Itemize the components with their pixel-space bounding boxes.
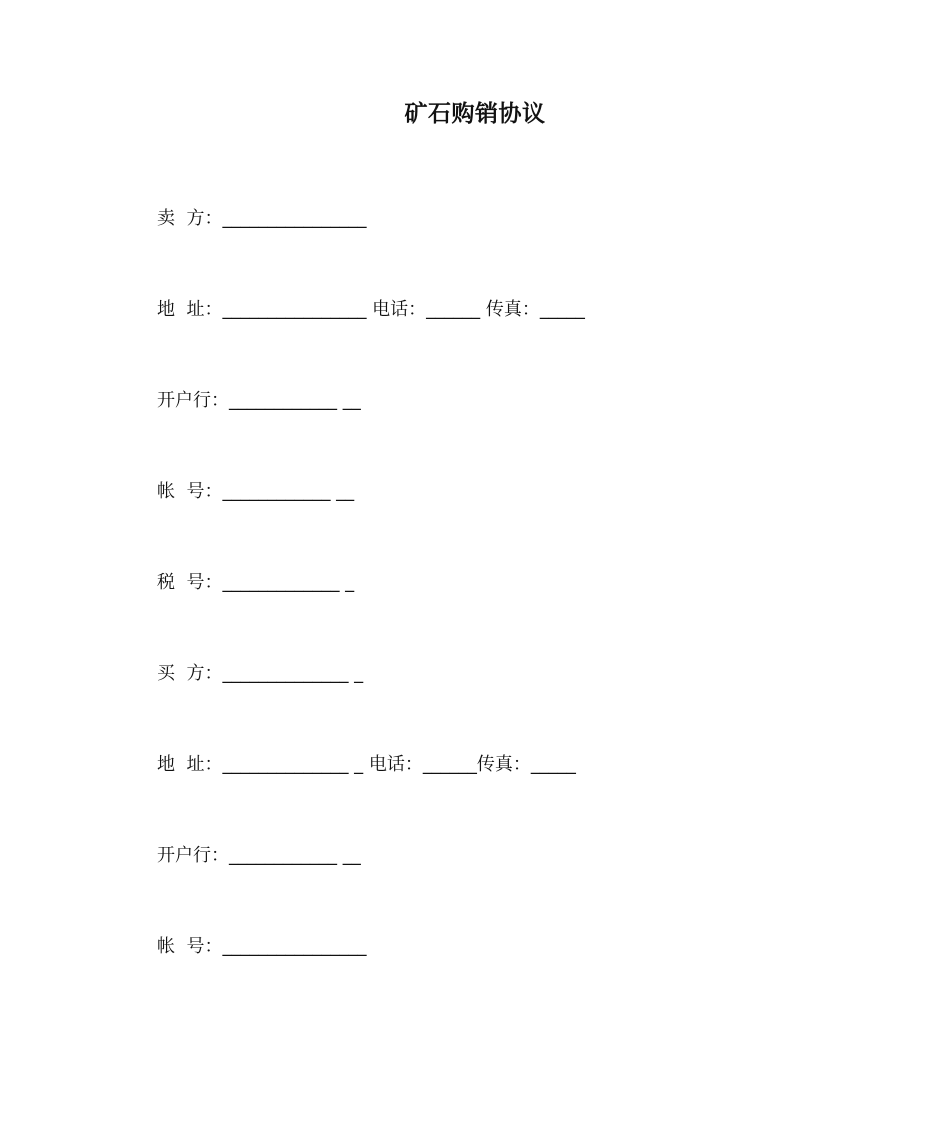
seller-name-line: 卖 方：________________: [157, 208, 367, 229]
buyer-name-line: 买 方：______________ _: [157, 663, 364, 684]
buyer-address-line: 地 址：______________ _ 电话：______传真：_____: [157, 754, 576, 775]
buyer-bank-line: 开户行：____________ __: [157, 845, 361, 866]
buyer-account-line: 帐 号：________________: [157, 936, 367, 957]
document-title: 矿石购销协议: [404, 101, 546, 127]
seller-bank-line: 开户行：____________ __: [157, 390, 361, 411]
seller-account-line: 帐 号：____________ __: [157, 481, 355, 502]
seller-address-line: 地 址：________________ 电话：______ 传真：_____: [157, 299, 585, 320]
seller-tax-line: 税 号：_____________ _: [157, 572, 355, 593]
